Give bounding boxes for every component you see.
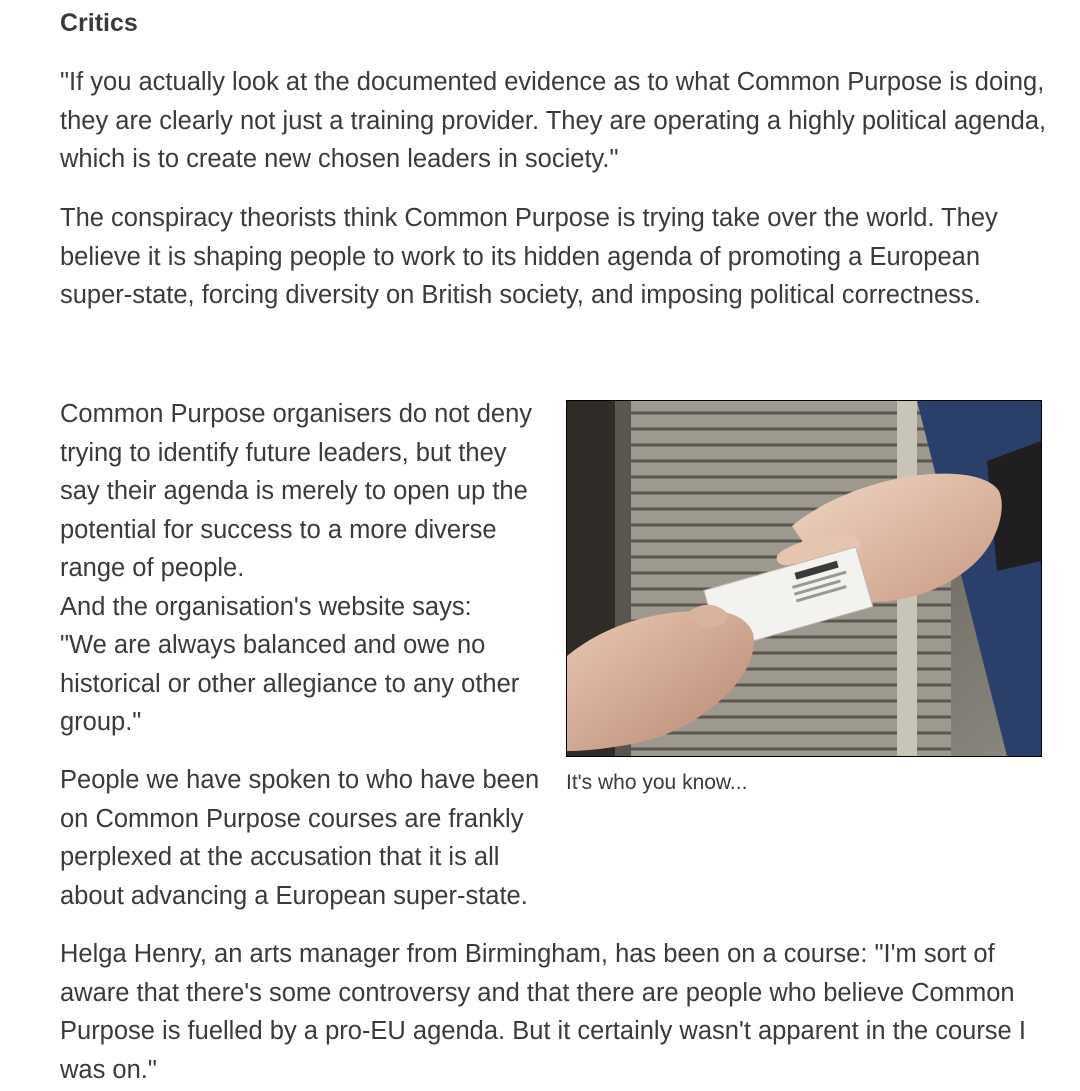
photo-caption: It's who you know... bbox=[566, 771, 748, 794]
conspiracy-theorists-paragraph: The conspiracy theorists think Common Purpose is trying take over the world. They believe it is shaping people to work to its hidden agenda of promoting a European super-state, forcing diversity on British society, and imposing political correctness. bbox=[60, 204, 998, 309]
website-intro-text: And the organisation's website says: bbox=[60, 592, 472, 621]
article-figure bbox=[566, 400, 1042, 804]
business-card-illustration bbox=[567, 401, 1041, 756]
website-quote-text: "We are always balanced and owe no historical or other allegiance to any other group." bbox=[60, 631, 520, 736]
helga-henry-paragraph: Helga Henry, an arts manager from Birmingham, has been on a course: "I'm sort of aware that there's some controversy and that there are people who believe Common Purpose is fuelled by a pro-EU agenda. But it certainly wasn't apparent in the course I was on." bbox=[60, 940, 1026, 1084]
organisers-text: Common Purpose organisers do not deny trying to identify future leaders, but they say their agenda is merely to open up the potential for success to a more diverse range of people. bbox=[60, 400, 533, 582]
section-heading: Critics bbox=[60, 9, 138, 37]
courses-text: People we have spoken to who have been on Common Purpose courses are frankly perplexed at the accusation that it is all about advancing a European super-state. bbox=[60, 766, 540, 910]
organisers-paragraph bbox=[60, 395, 540, 742]
business-card-photo bbox=[566, 400, 1042, 757]
critic-quote-paragraph: "If you actually look at the documented evidence as to what Common Purpose is doing, they are clearly not just a training provider. They are operating a highly political agenda, which is to create new chosen leaders in society." bbox=[60, 68, 1047, 173]
